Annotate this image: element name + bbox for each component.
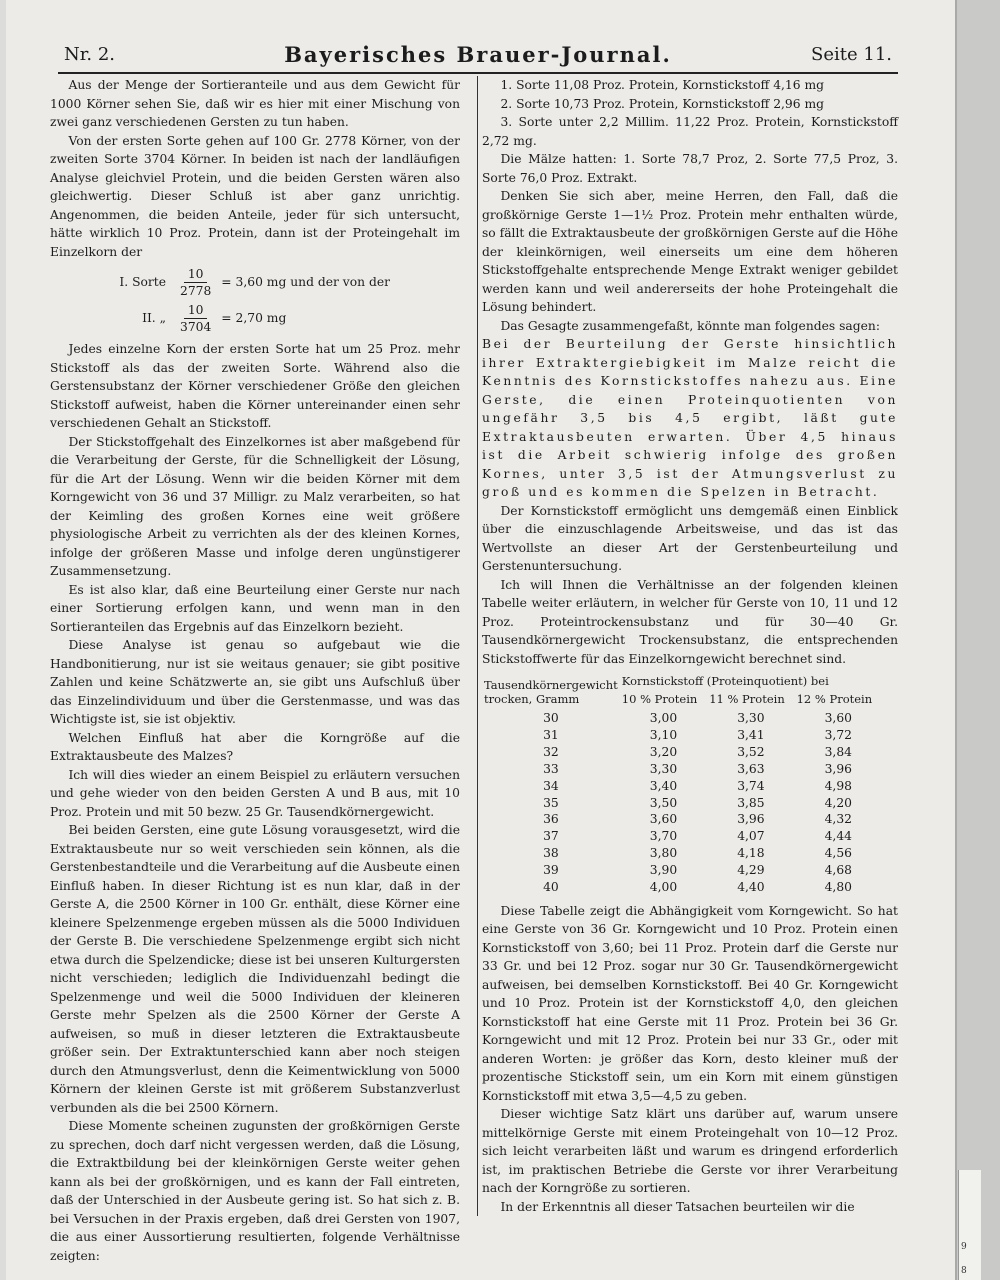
issue-number: Nr. 2. <box>64 44 115 65</box>
paragraph: Das Gesagte zusammengefaßt, könnte man folgendes sagen: <box>500 318 880 333</box>
table-cell: 3,96 <box>737 812 765 827</box>
formula-result: = 2,70 mg <box>221 310 287 325</box>
table-cell: 33 <box>543 761 559 776</box>
table-row <box>482 811 882 828</box>
formula-row <box>50 264 460 300</box>
table-cell: 3,00 <box>649 711 678 725</box>
formula-label: I. Sorte <box>119 274 166 289</box>
paragraph: Dieser wichtige Satz klärt uns darüber auf, warum unsere mittelkörnige Gerste mit einem Proteingehalt von 10—12 Proz. sich leicht verarbeiten läßt und warum es dringend erforderlich ist, im praktischen Betriebe die Gerste vor ihrer Verarbeitung nach der Korngröße zu sortieren. <box>482 1107 898 1196</box>
table-cell: 3,30 <box>737 711 765 725</box>
table-cell: 3,10 <box>649 727 678 742</box>
paragraph: Der Stickstoffgehalt des Einzelkornes ist aber maßgebend für die Verarbeitung der Gerste, für die Schnelligkeit der Lösung, für die Art der Lösung. Wenn wir die beiden Körner mit dem Korngewicht von 36 und 37 Milligr. zu Malz verarbeiten, so hat der Keimling des großen Kornes eine weit größere physiologische Arbeit zu verrichten als der des kleinen Kornes, infolge der größeren Masse und infolge deren ungünstigerer Zusammensetzung. <box>50 434 460 578</box>
spaced-emphasis: Bei der Beurteilung der Gerste hinsichtlich ihrer Extraktergiebigkeit im Malze reicht die Kenntnis des Kornstickstoffes nahezu aus. Eine Gerste, die einen Proteinquotienten von ungefähr 3,5 bis 4,5 ergibt, läßt gute Extraktausbeuten erwarten. Über 4,5 hinaus ist die Arbeit schwierig infolge des großen Kornes, unter 3,5 ist der Atmungsverlust zu groß und es kommen die Spelzen in Betracht. <box>482 337 898 499</box>
table-cell: 37 <box>543 829 559 844</box>
fraction <box>176 266 215 299</box>
table-cell: 3,60 <box>649 812 678 827</box>
table-cell: 4,07 <box>737 829 765 844</box>
table-cell: 3,52 <box>737 744 765 759</box>
paragraph: Diese Analyse ist genau so aufgebaut wie die Handbonitierung, nur ist sie weitaus genauer; sie gibt positive Zahlen und keine Schätzwerte an, sie gibt uns Aufschluß über das Einzelindividuum und über die Gerstenmasse, und was das Wichtigste ist, sie ist objektiv. <box>50 638 460 726</box>
table-cell: 4,44 <box>824 829 852 844</box>
table-cell: 3,74 <box>737 778 765 793</box>
table-cell: 3,72 <box>824 727 852 742</box>
table-row <box>482 727 882 744</box>
table-cell: 3,96 <box>824 761 852 776</box>
formula-label: II. „ <box>142 310 166 325</box>
table-row <box>482 795 882 812</box>
table-cell: 3,80 <box>649 846 678 861</box>
table-row <box>482 778 882 795</box>
table-cell: 3,84 <box>824 744 852 759</box>
table-row <box>482 761 882 778</box>
paragraph: Ich will dies wieder an einem Beispiel zu erläutern versuchen und gehe wieder von den beiden Gersten A und B aus, mit 10 Proz. Protein und mit 50 bezw. 25 Gr. Tausendkörnergewicht. <box>50 767 460 819</box>
paragraph: Diese Tabelle zeigt die Abhängigkeit vom Korngewicht. So hat eine Gerste von 36 Gr. Korngewicht und 10 Proz. Protein einen Kornstickstoff von 3,60; bei 11 Proz. Protein darf die Gerste nur 33 Gr. und bei 12 Proz. sogar nur 30 Gr. Tausendkörnergewicht aufweisen, bei demselben Kornstickstoff. Bei 40 Gr. Korngewicht und 10 Proz. Protein ist der Kornstickstoff 4,0, den gleichen Kornstickstoff hat eine Gerste mit 11 Proz. Protein bei 36 Gr. Korngewicht und mit 12 Proz. Protein bei nur 33 Gr., oder mit anderen Worten: je größer das Korn, desto kleiner muß der prozentische Stickstoff sein, um ein Korn mit einem günstigen Kornstickstoff mit etwa 3,5—4,5 zu geben. <box>482 903 898 1103</box>
nitrogen-table <box>482 674 882 896</box>
table-cell: 3,70 <box>649 829 678 844</box>
table-cell: 31 <box>543 727 559 742</box>
table-cell: 3,90 <box>649 863 678 878</box>
paragraph: Aus der Menge der Sortieranteile und aus dem Gewicht für 1000 Körner sehen Sie, daß wir es hier mit einer Mischung von zwei ganz verschiedenen Gersten zu tun haben. <box>50 78 460 129</box>
table-cell: 30 <box>543 711 559 725</box>
left-column <box>50 76 460 1265</box>
table-cell: 4,40 <box>737 880 765 895</box>
paragraph: In der Erkenntnis all dieser Tatsachen beurteilen wir die <box>500 1199 855 1214</box>
table-cell: 3,41 <box>737 727 765 742</box>
ruler-mark: 9 <box>961 1242 967 1252</box>
table-cell: 4,20 <box>824 795 852 810</box>
column-rule <box>477 76 478 1216</box>
table-cell: 38 <box>543 846 559 861</box>
table-header-11: 11 % Protein <box>709 692 785 706</box>
table-cell: 3,85 <box>737 795 765 810</box>
denominator: 2778 <box>180 283 212 298</box>
sorte-line: 1. Sorte 11,08 Proz. Protein, Kornstickstoff 4,16 mg <box>500 78 825 92</box>
table-cell: 3,63 <box>737 761 765 776</box>
paragraph: Diese Momente scheinen zugunsten der großkörnigen Gerste zu sprechen, doch darf nicht vergessen werden, daß die Lösung, die Extraktbildung bei der kleinkörnigen Gerste weiter gehen kann als bei der großkörnigen, und es kann der Fall eintreten, daß der Unterschied in der Ausbeute gering ist. So hat sich z. B. bei Versuchen in der Praxis ergeben, daß drei Gersten von 1907, die aus einer Aussortierung resultierten, folgende Verhältnisse zeigten: <box>50 1119 460 1263</box>
table-cell: 4,68 <box>824 863 852 878</box>
table-cell: 4,56 <box>824 846 852 861</box>
paragraph: Es ist also klar, daß eine Beurteilung einer Gerste nur nach einer Sortierung erfolgen kann, und wenn man in den Sortieranteilen das Ergebnis auf das Einzelkorn bezieht. <box>50 582 460 634</box>
denominator: 3704 <box>180 319 212 334</box>
table-cell: 32 <box>543 744 559 759</box>
page-number: Seite 11. <box>811 44 892 65</box>
table-row <box>482 862 882 879</box>
table-row <box>482 828 882 845</box>
table-cell: 3,20 <box>649 744 678 759</box>
paragraph: Jedes einzelne Korn der ersten Sorte hat um 25 Proz. mehr Stickstoff als das der zweiten Sorte. Während also die Gerstensubstanz der Körner verschiedener Größe den gleichen Stickstoff aufweist, haben die Körner untereinander einen sehr verschiedenen Gehalt an Stickstoff. <box>50 342 460 430</box>
table-cell: 34 <box>543 778 559 793</box>
paragraph: Welchen Einfluß hat aber die Korngröße auf die Extraktausbeute des Malzes? <box>50 730 460 763</box>
table-header-weight: Tausendkörnergewicht trocken, Gramm <box>484 678 618 706</box>
table-cell: 36 <box>543 812 559 827</box>
table-cell: 39 <box>543 863 559 878</box>
table-header-10: 10 % Protein <box>621 692 698 706</box>
paragraph: Denken Sie sich aber, meine Herren, den Fall, daß die großkörnige Gerste 1—1½ Proz. Protein mehr enthalten würde, so fällt die Extraktausbeute der großkörnigen Gerste auf die Höhe der kleinkörnigen, weil einerseits um eine dem höheren Stickstoffgehalte entsprechende Menge Extrakt weniger gebildet werden kann und weil andererseits der hohe Proteingehalt die Lösung behindert. <box>482 189 898 314</box>
sorte-line: 2. Sorte 10,73 Proz. Protein, Kornstickstoff 2,96 mg <box>500 96 825 111</box>
table-cell: 3,40 <box>649 778 678 793</box>
table-header-12: 12 % Protein <box>796 692 873 706</box>
binding-edge <box>955 0 1000 1280</box>
table-cell: 3,60 <box>824 711 852 725</box>
journal-title: Bayerisches Brauer-Journal. <box>284 42 672 67</box>
numerator: 10 <box>184 266 208 283</box>
paragraph: Von der ersten Sorte gehen auf 100 Gr. 2778 Körner, von der zweiten Sorte 3704 Körner. In beiden ist nach der landläufigen Analyse gleichviel Protein, und die beiden Gersten wären also gleichwertig. Dieser Schluß ist aber ganz unrichtig. Angenommen, die beiden Anteile, jeder für sich untersucht, hätte wirklich 10 Proz. Protein, dann ist der Proteingehalt im Einzelkorn der <box>50 133 460 259</box>
fraction <box>176 302 215 335</box>
table-row <box>482 879 882 896</box>
table-row <box>482 710 882 727</box>
table-cell: 4,98 <box>824 778 852 793</box>
page-header <box>58 38 898 72</box>
formula-block <box>50 264 460 336</box>
formula-row <box>50 300 460 336</box>
table-cell: 4,80 <box>824 880 852 895</box>
formula-result: = 3,60 mg und der von der <box>221 274 391 289</box>
table-row <box>482 744 882 761</box>
table-cell: 4,18 <box>737 846 765 861</box>
paragraph: Die Mälze hatten: 1. Sorte 78,7 Proz, 2. Sorte 77,5 Proz, 3. Sorte 76,0 Proz. Extrakt. <box>482 152 898 185</box>
table-cell: 4,00 <box>649 880 678 895</box>
ruler-mark: 8 <box>961 1266 967 1276</box>
table-cell: 40 <box>543 880 559 895</box>
table-cell: 4,32 <box>824 812 852 827</box>
sorte-line: 3. Sorte unter 2,2 Millim. 11,22 Proz. Protein, Kornstickstoff 2,72 mg. <box>482 115 898 148</box>
numerator: 10 <box>184 302 208 319</box>
paragraph: Bei beiden Gersten, eine gute Lösung vorausgesetzt, wird die Extraktausbeute nur so weit verschieden sein können, als die Gerstenbestandteile und die Verarbeitung auf die Ausbeute einen Einfluß haben. In dieser Richtung ist es nun klar, daß in der Gerste A, die 2500 Körner in 100 Gr. enthält, diese Körner eine kleinere Spelzenmenge ergeben müssen als die 5000 Individuen der Gerste B. Die verschiedene Spelzenmenge ergibt sich nicht etwa durch die Spelzendicke; diese ist bei unseren Kulturgersten nicht verschieden; lediglich die Individuenzahl bedingt die Spelzenmenge und weil die 5000 Individuen der kleineren Gerste mehr Spelzen als die 2500 Körner der Gerste A aufweisen, so muß in dieser letzteren die Extraktausbeute größer sein. Der Extraktunterschied kann aber noch steigen durch den Atmungsverlust, denn die Keimentwicklung von 5000 Körnern der kleinen Gerste ist mit größerem Substanzverlust verbunden als die bei 2500 Körnern. <box>50 823 460 1115</box>
table-cell: 35 <box>543 795 559 810</box>
table-cell: 3,50 <box>649 795 678 810</box>
table-row <box>482 845 882 862</box>
table-cell: 4,29 <box>737 863 765 878</box>
scan-ruler <box>958 1170 981 1280</box>
table-header-group: Kornstickstoff (Proteinquotient) bei <box>621 674 829 688</box>
header-rule <box>58 72 898 74</box>
table-cell: 3,30 <box>649 761 678 776</box>
right-column <box>482 76 898 1216</box>
paragraph: Der Kornstickstoff ermöglicht uns demgemäß einen Einblick über die einzuschlagende Arbeitsweise, und das ist das Wertvollste an dieser Art der Gerstenbeurteilung und Gerstenuntersuchung. <box>482 503 898 573</box>
paragraph: Ich will Ihnen die Verhältnisse an der folgenden kleinen Tabelle weiter erläutern, in welcher für Gerste von 10, 11 und 12 Proz. Proteintrockensubstanz und für 30—40 Gr. Tausendkörnergewicht Trockensubstanz, die entsprechenden Stickstoffwerte für das Einzelkorngewicht berechnet sind. <box>482 577 898 666</box>
